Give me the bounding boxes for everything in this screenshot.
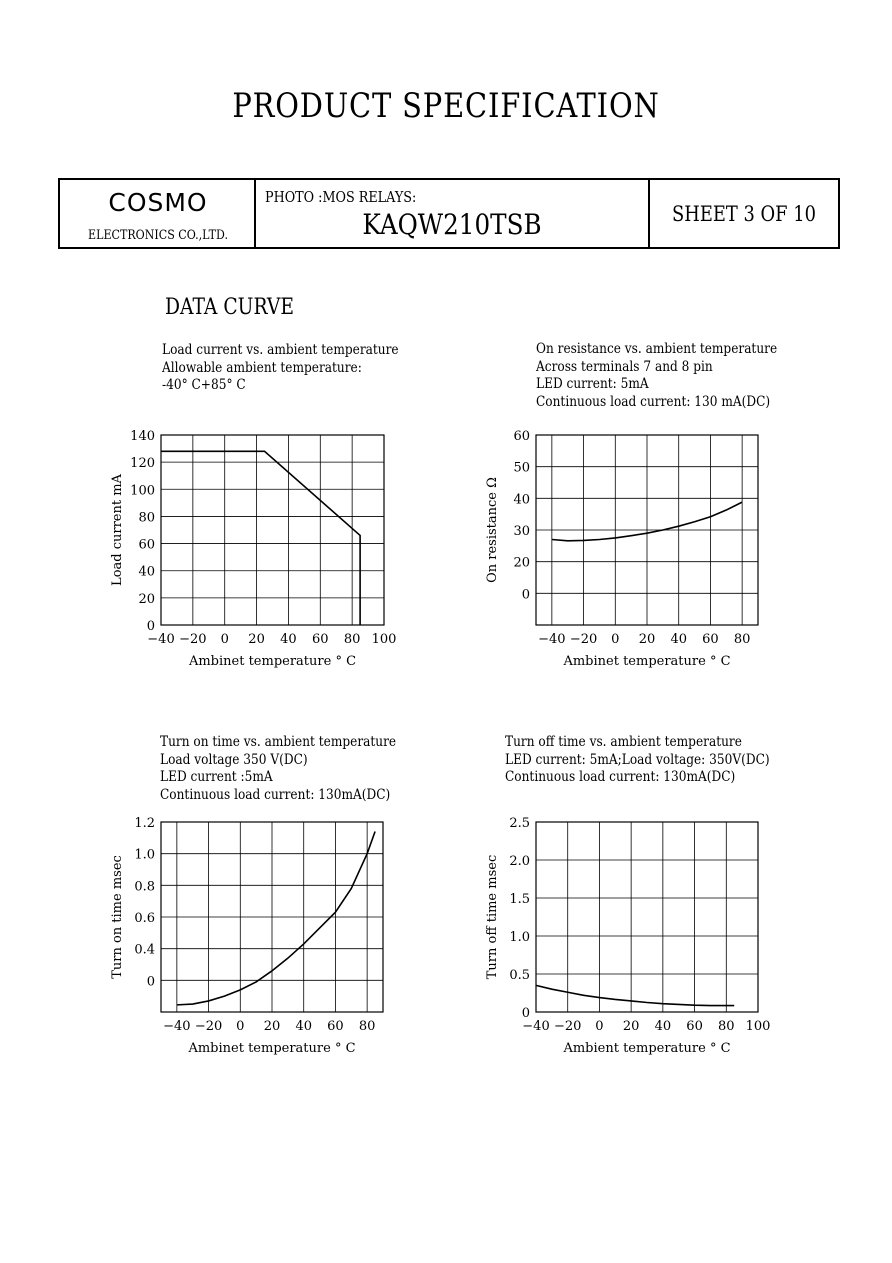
x-tick-label: 40 — [295, 1019, 312, 1034]
description-line: Continuous load current: 130 mA(DC) — [536, 393, 771, 410]
x-tick-label: 0 — [595, 1019, 604, 1034]
part-number: KAQW210TSB — [362, 208, 542, 241]
x-tick-label: 0 — [236, 1019, 245, 1034]
y-tick-label: 60 — [138, 537, 155, 553]
plot-frame — [161, 435, 384, 625]
x-tick-label: −20 — [569, 632, 598, 647]
y-tick-label: 0 — [146, 974, 155, 990]
x-tick-label: −40 — [163, 1019, 191, 1034]
company-cell — [60, 180, 256, 247]
description-line: LED current: 5mA;Load voltage: 350V(DC) — [505, 751, 770, 768]
y-tick-label: 1.5 — [509, 892, 530, 907]
y-tick-label: 0.8 — [134, 879, 155, 895]
x-tick-label: 40 — [280, 632, 297, 647]
y-tick-label: 0.5 — [509, 968, 530, 983]
x-axis-label: Ambinet temperature ° C — [188, 1041, 356, 1056]
y-tick-label: 0 — [521, 1006, 530, 1021]
x-tick-label: 60 — [327, 1019, 344, 1034]
y-tick-label: 20 — [138, 591, 155, 607]
chart-2-description — [536, 341, 777, 411]
x-tick-label: 20 — [638, 632, 656, 647]
description-line: LED current: 5mA — [536, 376, 649, 392]
description-line: Continuous load current: 130mA(DC) — [160, 786, 391, 803]
x-tick-label: 100 — [371, 632, 397, 647]
y-tick-label: 40 — [513, 492, 530, 508]
y-tick-label: 30 — [513, 524, 530, 539]
load-current-chart — [100, 425, 410, 675]
product-prefix: PHOTO :MOS RELAYS: — [265, 188, 417, 206]
y-tick-label: 50 — [513, 460, 530, 476]
x-tick-label: 40 — [670, 632, 687, 647]
y-tick-label: 1.0 — [134, 847, 155, 863]
y-tick-label: 80 — [138, 510, 155, 526]
y-tick-label: 0.4 — [134, 942, 155, 958]
x-tick-label: −20 — [553, 1019, 582, 1034]
x-axis-label: Ambient temperature ° C — [563, 1041, 731, 1056]
y-axis-label: Load current mA — [110, 474, 125, 586]
series-line — [177, 832, 375, 1005]
description-line: -40° C+85° C — [162, 377, 246, 393]
y-tick-label: 40 — [138, 564, 155, 580]
x-axis-label: Ambinet temperature ° C — [563, 654, 731, 669]
x-tick-label: 20 — [622, 1019, 640, 1034]
turn-off-time-chart — [470, 812, 780, 1062]
x-tick-label: −40 — [147, 632, 175, 647]
y-axis-label: Turn off time msec — [485, 854, 500, 980]
x-tick-label: −20 — [179, 632, 207, 647]
chart-1-description — [162, 342, 399, 395]
description-line: LED current :5mA — [160, 769, 273, 785]
x-axis-label: Ambinet temperature ° C — [188, 654, 357, 669]
y-tick-label: 60 — [513, 429, 530, 444]
x-tick-label: 0 — [220, 632, 229, 647]
y-tick-label: 0 — [146, 619, 155, 634]
x-tick-label: −40 — [538, 632, 566, 647]
x-tick-label: 80 — [718, 1019, 735, 1034]
turn-on-time-chart — [100, 812, 400, 1067]
x-tick-label: 20 — [263, 1019, 281, 1034]
company-logo: COSMO — [108, 188, 208, 217]
x-tick-label: 0 — [611, 632, 620, 647]
x-tick-label: 80 — [343, 632, 361, 647]
y-tick-label: 2.0 — [509, 854, 530, 869]
x-tick-label: 100 — [745, 1019, 771, 1034]
sheet-cell — [648, 180, 838, 247]
x-tick-label: 60 — [686, 1019, 703, 1034]
description-line: Turn off time vs. ambient temperature — [505, 734, 742, 750]
y-tick-label: 2.5 — [509, 816, 530, 831]
x-tick-label: −40 — [522, 1019, 550, 1034]
y-axis-label: On resistance Ω — [485, 477, 500, 583]
chart-4-description — [505, 734, 770, 787]
company-name: ELECTRONICS CO.,LTD. — [88, 228, 228, 243]
description-line: On resistance vs. ambient temperature — [536, 341, 778, 357]
x-tick-label: 40 — [654, 1019, 672, 1034]
description-line: Across terminals 7 and 8 pin — [536, 358, 713, 375]
y-tick-label: 0.6 — [134, 911, 155, 926]
section-title: DATA CURVE — [165, 295, 295, 320]
y-tick-label: 120 — [130, 456, 155, 472]
page-title: PRODUCT SPECIFICATION — [232, 86, 660, 126]
y-tick-label: 1.0 — [509, 930, 530, 945]
series-line — [161, 451, 360, 625]
y-tick-label: 1.2 — [134, 816, 155, 831]
series-line — [536, 985, 734, 1005]
plot-frame — [536, 822, 758, 1012]
x-tick-label: 60 — [702, 632, 719, 647]
x-tick-label: 60 — [312, 632, 329, 647]
description-line: Allowable ambient temperature: — [162, 359, 362, 376]
description-line: Turn on time vs. ambient temperature — [160, 734, 397, 750]
y-tick-label: 20 — [513, 555, 530, 571]
y-axis-label: Turn on time msec — [110, 855, 125, 979]
chart-3-description — [160, 734, 396, 804]
on-resistance-chart — [475, 425, 775, 675]
y-tick-label: 0 — [521, 587, 530, 603]
sheet-number: SHEET 3 OF 10 — [672, 202, 816, 226]
description-line: Load voltage 350 V(DC) — [160, 751, 308, 768]
x-tick-label: 80 — [358, 1019, 376, 1034]
x-tick-label: 20 — [248, 632, 265, 647]
x-tick-label: −20 — [194, 1019, 223, 1034]
y-tick-label: 140 — [130, 429, 155, 444]
description-line: Continuous load current: 130mA(DC) — [505, 769, 736, 785]
x-tick-label: 80 — [733, 632, 751, 647]
description-line: Load current vs. ambient temperature — [162, 342, 399, 358]
header-table — [58, 178, 840, 249]
y-tick-label: 100 — [130, 483, 155, 499]
